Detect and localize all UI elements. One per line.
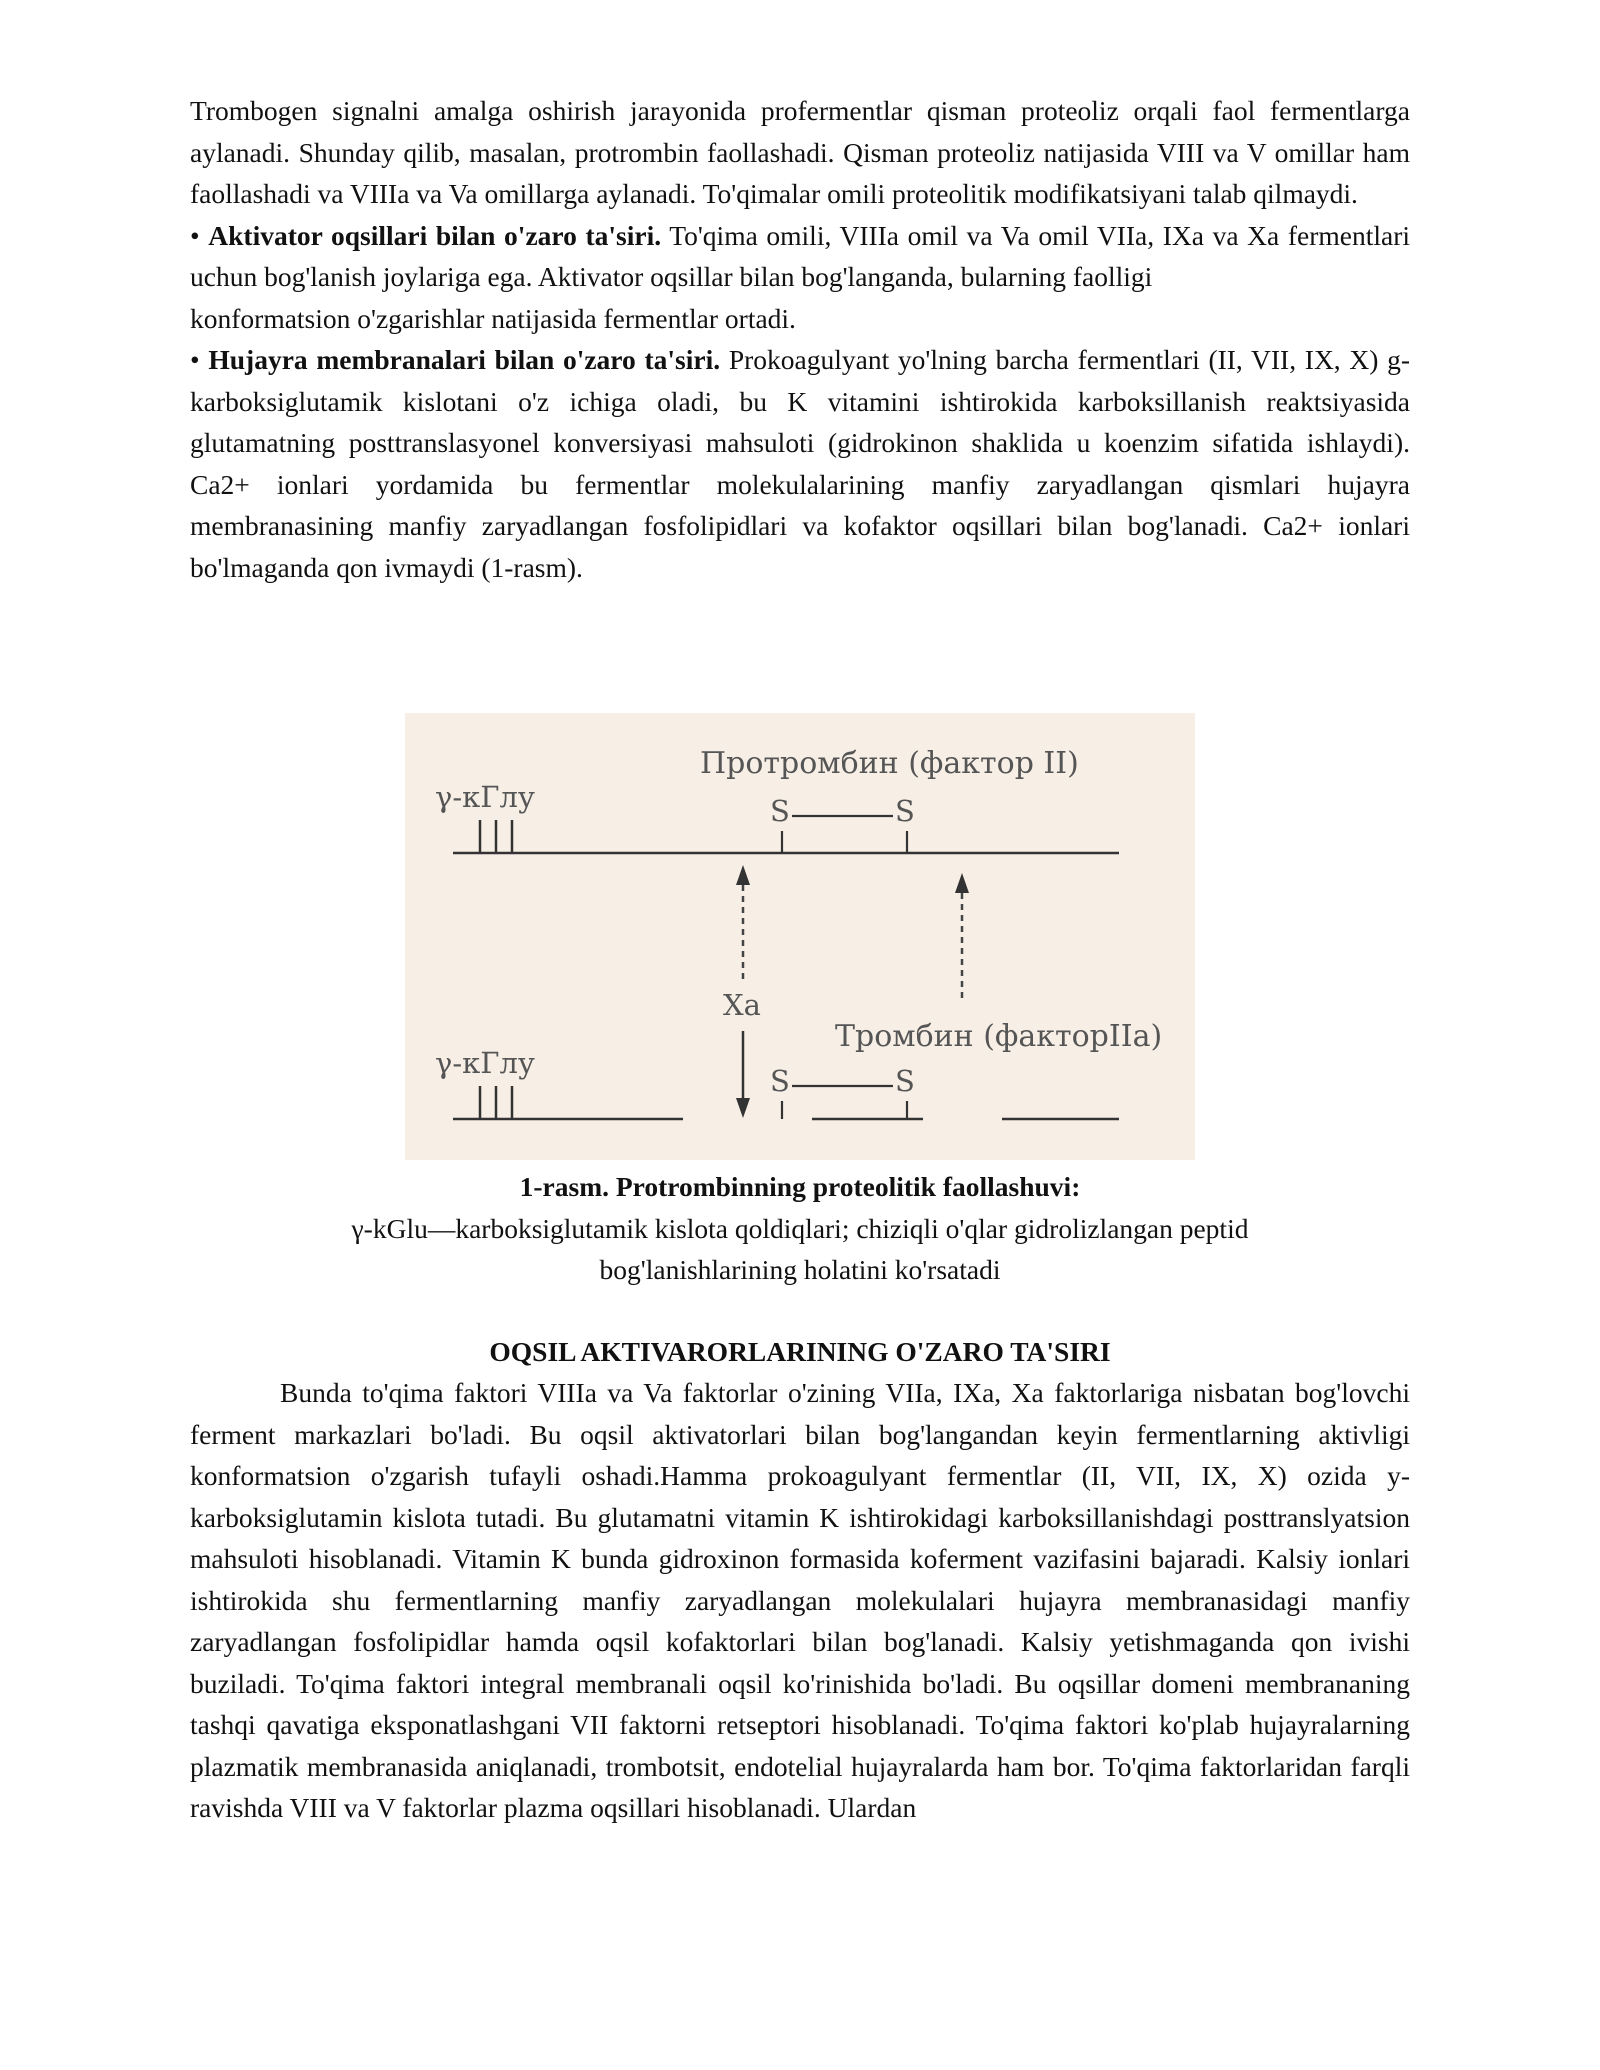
gla-label-top: γ-кГлу (435, 780, 535, 814)
section-heading: OQSIL AKTIVARORLARINING O'ZARO TA'SIRI (489, 1336, 1111, 1367)
bullet-text: To'qima omili, VIIIa omil va Va omil VIIa, IXa va Xa fermentlari uchun bog'lanish joylariga ega. Aktivator oqsillar bilan bog'langanda, bularning faolligi (190, 219, 1410, 292)
bullet-title: Hujayra membranalari bilan o'zaro ta'siri. (208, 344, 721, 375)
gla-ticks-top (480, 820, 512, 853)
top-text-block (190, 90, 1410, 588)
disulfide-s-left-top: S (770, 794, 790, 828)
bullet-marker: • (190, 219, 200, 251)
bullet-title: Aktivator oqsillari bilan o'zaro ta'siri. (208, 219, 662, 251)
bullet-marker: • (190, 344, 200, 375)
arrowhead-up (736, 865, 750, 885)
xa-label: Xa (723, 988, 761, 1022)
bullet-activator-proteins (190, 215, 1410, 298)
gla-ticks-bottom (480, 1086, 512, 1119)
disulfide-s-right-bottom: S (895, 1064, 915, 1098)
bottom-text-block (190, 1372, 1410, 1829)
figure-diagram (405, 713, 1195, 1160)
caption-title: 1-rasm. Protrombinning proteolitik faollashuvi: (519, 1171, 1081, 1202)
bullet-cell-membranes (190, 339, 1410, 588)
gla-label-bottom: γ-кГлу (435, 1046, 535, 1080)
arrowhead-up (955, 873, 969, 893)
caption-line-2: bog'lanishlarining holatini ko'rsatadi (599, 1254, 1001, 1285)
disulfide-s-right-top: S (895, 794, 915, 828)
bullet-continuation: konformatsion o'zgarishlar natijasida fermentlar ortadi. (190, 302, 796, 334)
prothrombin-label: Протромбин (фактор II) (700, 746, 1079, 781)
figure-caption (190, 1166, 1410, 1291)
paragraph-intro: Trombogen signalni amalga oshirish jarayonida profermentlar qisman proteoliz orqali faol fermentlarga aylanadi. Shunday qilib, masalan, protrombin faollashadi. Qisman proteoliz natijasida VIII va V omillar ham faollashadi va VIIIa va Va omillarga aylanadi. To'qimalar omili proteolitik modifikatsiyani talab qilmaydi. (190, 95, 1410, 209)
caption-line-1: γ-kGlu—karboksiglutamik kislota qoldiqlari; chiziqli o'qlar gidrolizlangan peptid (351, 1212, 1249, 1244)
paragraph-body: Bunda to'qima faktori VIIIa va Va faktorlar o'zining VIIa, IXa, Xa faktorlariga nisbatan bog'lovchi ferment markazlari bo'ladi. Bu oqsil aktivatorlari bilan bog'langandan keyin fermentlarning aktivligi konformatsion o'zgarish tufayli oshadi.Hamma prokoagulyant fermentlar (II, VII, IX, X) ozida y-karboksiglutamin kislota tutadi. Bu glutamatni vitamin K ishtirokidagi karboksillanishdagi posttranslyatsion mahsuloti hisoblanadi. Vitamin K bunda gidroxinon formasida koferment vazifasini bajaradi. Kalsiy ionlari ishtirokida shu fermentlarning manfiy zaryadlangan molekulalari hujayra membranasidagi manfiy zaryadlangan fosfolipidlar hamda oqsil kofaktorlari bilan bog'lanadi. Kalsiy yetishmaganda qon ivishi buziladi. To'qima faktori integral membranali oqsil ko'rinishida bo'ladi. Bu oqsillar domeni membrananing tashqi qavatiga eksponatlashgani VII faktorni retseptori hisoblanadi. To'qima faktori ko'plab hujayralarning plazmatik membranasida aniqlanadi, trombotsit, endotelial hujayralarda ham bor. To'qima faktorlaridan farqli ravishda VIII va V faktorlar plazma oqsillari hisoblanadi. Ulardan (190, 1377, 1410, 1823)
arrowhead-down (736, 1098, 750, 1118)
bullet-text: Prokoagulyant yo'lning barcha fermentlari (II, VII, IX, X) g-karboksiglutamik kislotani o'z ichiga oladi, bu K vitamini ishtirokida karboksillanish reaktsiyasida glutamatning posttranslasyonel konversiyasi mahsuloti (gidrokinon shaklida u koenzim sifatida ishlaydi). Ca2+ ionlari yordamida bu fermentlar molekulalarining manfiy zaryadlangan qismlari hujayra membranasining manfiy zaryadlangan fosfolipidlari va kofaktor oqsillari bilan bog'lanadi. Ca2+ ionlari bo'lmaganda qon ivmaydi (1-rasm). (190, 344, 1411, 583)
disulfide-s-left-bottom: S (770, 1064, 790, 1098)
prothrombin-activation-figure (405, 713, 1195, 1160)
thrombin-label: Тромбин (факторIIa) (835, 1019, 1163, 1054)
